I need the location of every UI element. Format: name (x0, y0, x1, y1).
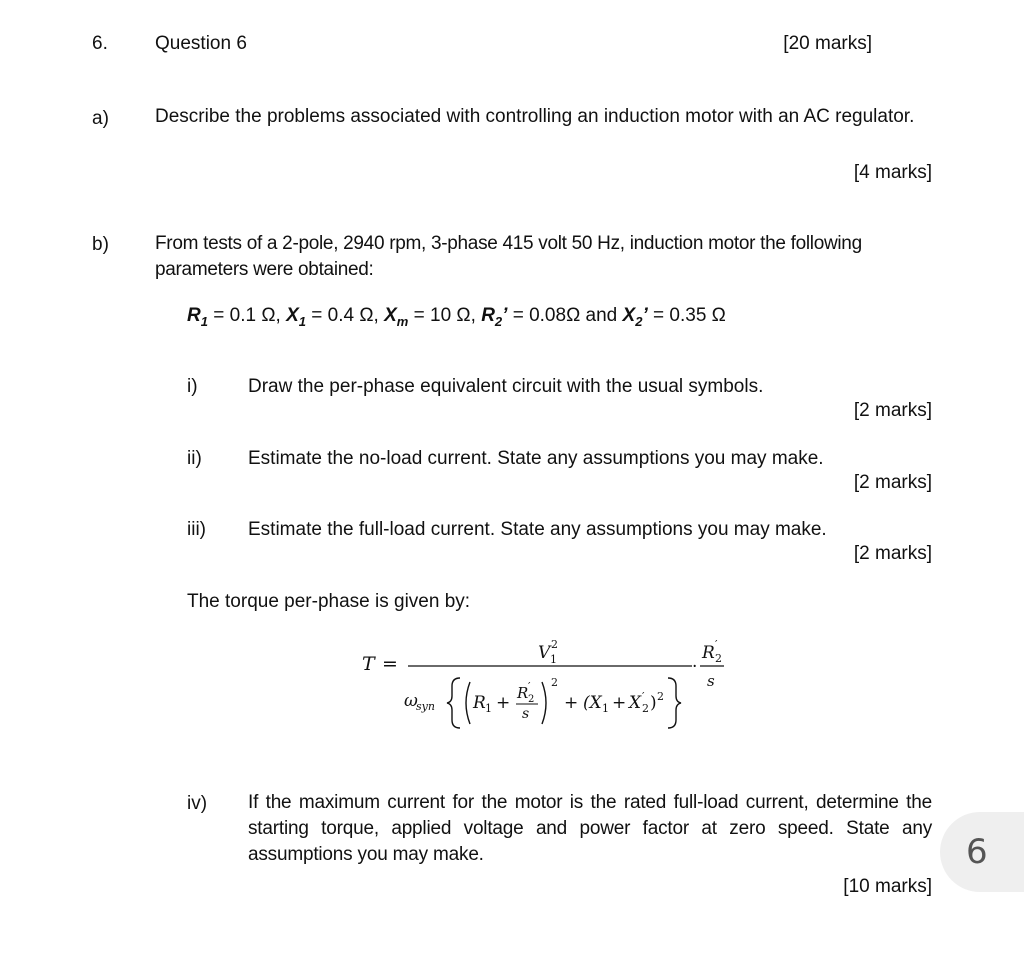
formula-inner-r2: R (517, 684, 529, 702)
formula-r1: R (473, 693, 486, 713)
formula-r1-sub: 1 (485, 702, 492, 715)
question-marks: [20 marks] (783, 33, 872, 54)
x1-symbol: X (286, 305, 299, 326)
formula-x2-prime: ′ (642, 690, 645, 703)
formula-close-paren: ) (650, 693, 657, 713)
x2-symbol: X (622, 305, 636, 326)
subpart-iv-marks: [10 marks] (843, 876, 932, 897)
xm-symbol: X (384, 305, 397, 326)
subpart-ii-label: ii) (187, 448, 202, 469)
formula-inner-r2-prime: ′ (528, 680, 531, 693)
formula-plus-2: + (564, 693, 579, 713)
subpart-iv-text: If the maximum current for the motor is the rated full-load current, determine the starting torque, applied voltage and power factor at zero speed. State any assumptions you may make. (248, 792, 932, 865)
formula-numerator-sub: 1 (550, 653, 557, 666)
question-number: 6. (92, 33, 108, 54)
formula-equals: = (382, 653, 398, 675)
subpart-i-label: i) (187, 376, 198, 397)
formula-inner-s: s (522, 706, 530, 722)
torque-formula (362, 634, 742, 734)
subpart-iii-text: Estimate the full-load current. State any assumptions you may make. (248, 519, 827, 540)
formula-plus-3: + (612, 693, 627, 713)
formula-rhs-s: s (707, 672, 715, 690)
formula-omega-sub: syn (416, 700, 435, 713)
formula-square-2: 2 (657, 690, 664, 703)
part-b-label: b) (92, 234, 109, 255)
subpart-i-marks: [2 marks] (853, 400, 932, 421)
formula-left-paren (466, 682, 470, 724)
formula-right-paren (542, 682, 546, 724)
formula-x1-sub: 1 (602, 702, 609, 715)
part-a-text: Describe the problems associated with controlling an induction motor with an AC regulator. (155, 106, 915, 127)
r2-value: = 0.08Ω and (507, 305, 623, 326)
xm-subscript: m (396, 313, 409, 329)
formula-numerator-sup: 2 (551, 638, 558, 651)
formula-rhs-prime: ′ (715, 638, 718, 651)
formula-dot: · (692, 657, 698, 677)
part-b-text: From tests of a 2-pole, 2940 rpm, 3-phase 415 volt 50 Hz, induction motor the following parameters were obtained: (155, 233, 862, 280)
formula-x2: X (629, 693, 642, 713)
formula-x1: (X (583, 693, 602, 713)
x1-subscript: 1 (298, 313, 306, 329)
formula-rhs-r: R (702, 643, 715, 663)
r1-subscript: 1 (200, 313, 208, 329)
formula-lhs: T (362, 653, 375, 675)
part-a-label: a) (92, 108, 109, 129)
formula-right-brace (668, 678, 681, 728)
r2-subscript: 2 (494, 313, 503, 329)
xm-value: = 10 Ω, (408, 305, 482, 326)
r1-value: = 0.1 Ω, (207, 305, 287, 326)
subpart-ii-marks: [2 marks] (853, 472, 932, 493)
formula-plus-1: + (496, 693, 511, 713)
torque-intro: The torque per-phase is given by: (187, 591, 471, 612)
r2-prime: ’ (502, 305, 508, 326)
page-number-badge (940, 812, 1024, 892)
subpart-i-text: Draw the per-phase equivalent circuit with the usual symbols. (248, 376, 764, 397)
motor-parameters (187, 305, 726, 329)
subpart-iv-label: iv) (187, 793, 208, 814)
subpart-iii-label: iii) (187, 519, 206, 540)
part-a-marks: [4 marks] (853, 162, 932, 183)
r1-symbol: R (187, 305, 201, 326)
subpart-iii-marks: [2 marks] (853, 543, 932, 564)
formula-inner-r2-sub: 2 (528, 694, 535, 705)
question-title: Question 6 (155, 33, 247, 54)
formula-x2-sub: 2 (642, 702, 649, 715)
x2-prime: ’ (642, 305, 648, 326)
x2-value: = 0.35 Ω (647, 305, 726, 326)
formula-rhs-sub: 2 (715, 652, 722, 665)
formula-left-brace (447, 678, 460, 728)
formula-numerator-v: V (538, 643, 551, 663)
x2-subscript: 2 (635, 313, 643, 329)
subpart-ii-text: Estimate the no-load current. State any assumptions you may make. (248, 448, 824, 469)
formula-omega: ω (404, 691, 418, 711)
x1-value: = 0.4 Ω, (306, 305, 385, 326)
formula-square-1: 2 (551, 676, 558, 689)
r2-symbol: R (481, 305, 495, 326)
page-number: 6 (966, 832, 988, 872)
